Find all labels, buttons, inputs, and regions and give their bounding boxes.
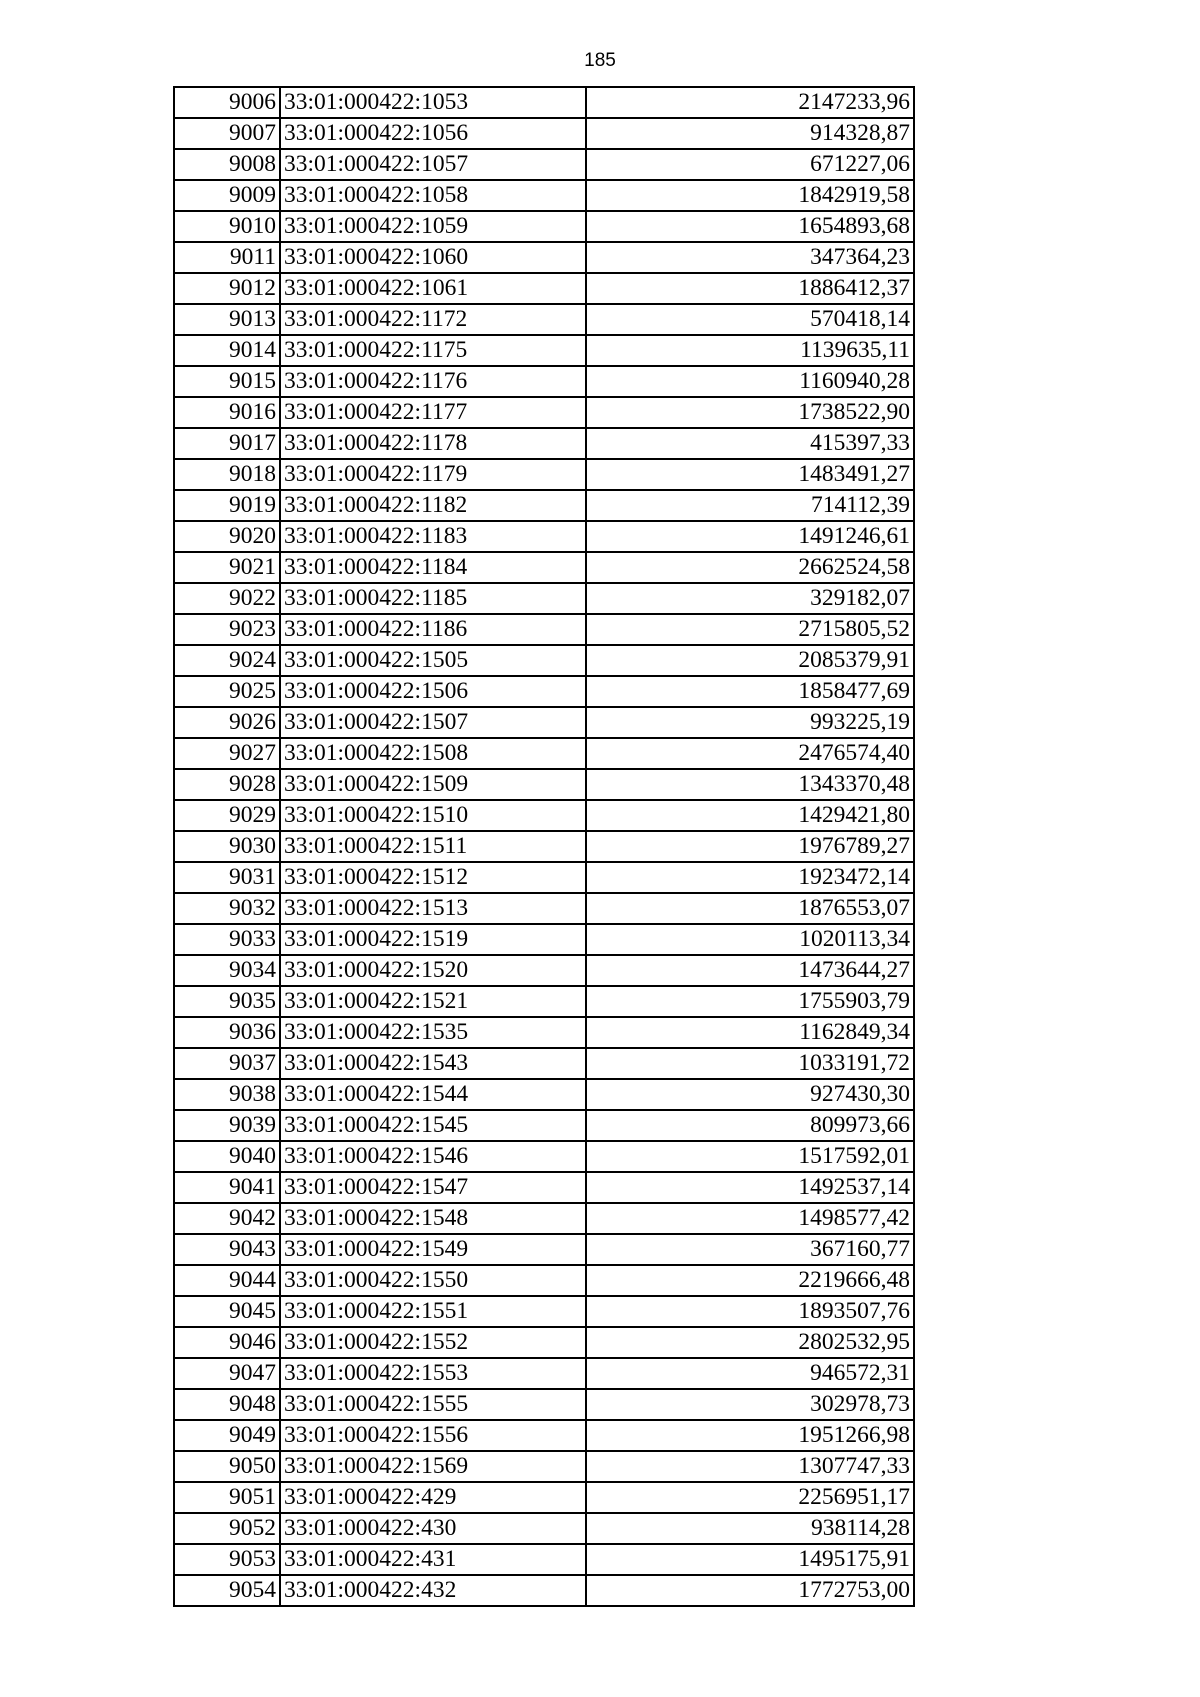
table-row [174,459,914,490]
row-number-cell: 9023 [174,614,280,645]
row-number-cell: 9012 [174,273,280,304]
table-row [174,552,914,583]
table-row [174,800,914,831]
cadastral-number-cell: 33:01:000422:1053 [280,87,586,118]
cadastral-value-cell: 1517592,01 [586,1141,914,1172]
table-row [174,1141,914,1172]
row-number-cell: 9020 [174,521,280,552]
row-number-cell: 9026 [174,707,280,738]
cadastral-value-cell: 1842919,58 [586,180,914,211]
cadastral-number-cell: 33:01:000422:1556 [280,1420,586,1451]
row-number-cell: 9019 [174,490,280,521]
cadastral-number-cell: 33:01:000422:1551 [280,1296,586,1327]
cadastral-value-cell: 1429421,80 [586,800,914,831]
cadastral-number-cell: 33:01:000422:1545 [280,1110,586,1141]
cadastral-number-cell: 33:01:000422:1179 [280,459,586,490]
row-number-cell: 9035 [174,986,280,1017]
cadastral-value-cell: 302978,73 [586,1389,914,1420]
row-number-cell: 9048 [174,1389,280,1420]
row-number-cell: 9053 [174,1544,280,1575]
table-row [174,1265,914,1296]
row-number-cell: 9037 [174,1048,280,1079]
cadastral-value-cell: 2256951,17 [586,1482,914,1513]
row-number-cell: 9038 [174,1079,280,1110]
cadastral-number-cell: 33:01:000422:1177 [280,397,586,428]
cadastral-number-cell: 33:01:000422:1505 [280,645,586,676]
cadastral-value-cell: 671227,06 [586,149,914,180]
cadastral-number-cell: 33:01:000422:1056 [280,118,586,149]
cadastral-number-cell: 33:01:000422:1511 [280,831,586,862]
cadastral-number-cell: 33:01:000422:1172 [280,304,586,335]
cadastral-value-cell: 2715805,52 [586,614,914,645]
cadastral-value-cell: 329182,07 [586,583,914,614]
cadastral-value-cell: 1976789,27 [586,831,914,862]
cadastral-value-cell: 415397,33 [586,428,914,459]
cadastral-number-cell: 33:01:000422:1544 [280,1079,586,1110]
cadastral-value-cell: 1139635,11 [586,335,914,366]
table-row [174,180,914,211]
cadastral-number-cell: 33:01:000422:1550 [280,1265,586,1296]
table-body [174,87,914,1606]
cadastral-number-cell: 33:01:000422:431 [280,1544,586,1575]
row-number-cell: 9044 [174,1265,280,1296]
row-number-cell: 9046 [174,1327,280,1358]
table-row [174,1234,914,1265]
cadastral-value-cell: 1654893,68 [586,211,914,242]
cadastral-number-cell: 33:01:000422:429 [280,1482,586,1513]
table-row [174,366,914,397]
cadastral-number-cell: 33:01:000422:1520 [280,955,586,986]
cadastral-number-cell: 33:01:000422:1057 [280,149,586,180]
cadastral-number-cell: 33:01:000422:1512 [280,862,586,893]
table-row [174,893,914,924]
cadastral-number-cell: 33:01:000422:1059 [280,211,586,242]
cadastral-value-cell: 1886412,37 [586,273,914,304]
row-number-cell: 9017 [174,428,280,459]
cadastral-value-cell: 714112,39 [586,490,914,521]
cadastral-value-cell: 2476574,40 [586,738,914,769]
cadastral-number-cell: 33:01:000422:430 [280,1513,586,1544]
table-row [174,862,914,893]
cadastral-value-cell: 2662524,58 [586,552,914,583]
cadastral-value-cell: 1951266,98 [586,1420,914,1451]
row-number-cell: 9029 [174,800,280,831]
cadastral-value-cell: 914328,87 [586,118,914,149]
table-row [174,1017,914,1048]
cadastral-value-cell: 1772753,00 [586,1575,914,1606]
table-row [174,304,914,335]
row-number-cell: 9031 [174,862,280,893]
table-row [174,1575,914,1606]
cadastral-value-cell: 1923472,14 [586,862,914,893]
cadastral-number-cell: 33:01:000422:1546 [280,1141,586,1172]
table-row [174,955,914,986]
row-number-cell: 9015 [174,366,280,397]
table-row [174,335,914,366]
cadastral-value-cell: 1755903,79 [586,986,914,1017]
row-number-cell: 9016 [174,397,280,428]
cadastral-value-cell: 347364,23 [586,242,914,273]
cadastral-number-cell: 33:01:000422:1543 [280,1048,586,1079]
cadastral-value-cell: 993225,19 [586,707,914,738]
table-row [174,1110,914,1141]
table-row [174,707,914,738]
row-number-cell: 9011 [174,242,280,273]
cadastral-number-cell: 33:01:000422:1061 [280,273,586,304]
cadastral-value-cell: 1162849,34 [586,1017,914,1048]
row-number-cell: 9045 [174,1296,280,1327]
cadastral-number-cell: 33:01:000422:1175 [280,335,586,366]
row-number-cell: 9051 [174,1482,280,1513]
table-row [174,986,914,1017]
table-row [174,1358,914,1389]
cadastral-value-cell: 1492537,14 [586,1172,914,1203]
cadastral-number-cell: 33:01:000422:1178 [280,428,586,459]
row-number-cell: 9054 [174,1575,280,1606]
row-number-cell: 9049 [174,1420,280,1451]
table-row [174,397,914,428]
cadastral-number-cell: 33:01:000422:1508 [280,738,586,769]
table-row [174,87,914,118]
cadastral-value-cell: 1473644,27 [586,955,914,986]
table-row [174,1203,914,1234]
row-number-cell: 9052 [174,1513,280,1544]
cadastral-number-cell: 33:01:000422:1548 [280,1203,586,1234]
page-number: 185 [584,50,616,71]
table-row [174,1544,914,1575]
table-row [174,1327,914,1358]
cadastral-value-cell: 2219666,48 [586,1265,914,1296]
cadastral-value-cell: 1738522,90 [586,397,914,428]
cadastral-value-cell: 809973,66 [586,1110,914,1141]
cadastral-number-cell: 33:01:000422:1176 [280,366,586,397]
cadastral-value-cell: 1893507,76 [586,1296,914,1327]
cadastral-value-cell: 1876553,07 [586,893,914,924]
cadastral-value-cell: 367160,77 [586,1234,914,1265]
cadastral-value-cell: 946572,31 [586,1358,914,1389]
cadastral-value-table [173,86,915,1607]
row-number-cell: 9010 [174,211,280,242]
row-number-cell: 9030 [174,831,280,862]
table-row [174,211,914,242]
row-number-cell: 9040 [174,1141,280,1172]
row-number-cell: 9033 [174,924,280,955]
row-number-cell: 9039 [174,1110,280,1141]
cadastral-number-cell: 33:01:000422:1185 [280,583,586,614]
row-number-cell: 9006 [174,87,280,118]
table-row [174,1048,914,1079]
row-number-cell: 9024 [174,645,280,676]
table-row [174,428,914,459]
cadastral-value-cell: 1033191,72 [586,1048,914,1079]
cadastral-number-cell: 33:01:000422:1060 [280,242,586,273]
cadastral-value-cell: 1160940,28 [586,366,914,397]
cadastral-number-cell: 33:01:000422:1184 [280,552,586,583]
cadastral-number-cell: 33:01:000422:1569 [280,1451,586,1482]
table-row [174,1420,914,1451]
row-number-cell: 9032 [174,893,280,924]
cadastral-number-cell: 33:01:000422:1555 [280,1389,586,1420]
row-number-cell: 9036 [174,1017,280,1048]
row-number-cell: 9009 [174,180,280,211]
row-number-cell: 9018 [174,459,280,490]
cadastral-value-cell: 1307747,33 [586,1451,914,1482]
cadastral-value-cell: 1491246,61 [586,521,914,552]
cadastral-number-cell: 33:01:000422:1510 [280,800,586,831]
cadastral-number-cell: 33:01:000422:1513 [280,893,586,924]
cadastral-value-cell: 927430,30 [586,1079,914,1110]
cadastral-number-cell: 33:01:000422:1183 [280,521,586,552]
cadastral-number-cell: 33:01:000422:1521 [280,986,586,1017]
row-number-cell: 9027 [174,738,280,769]
table-row [174,1296,914,1327]
row-number-cell: 9041 [174,1172,280,1203]
table-row [174,1079,914,1110]
row-number-cell: 9047 [174,1358,280,1389]
table-row [174,924,914,955]
row-number-cell: 9034 [174,955,280,986]
table-row [174,645,914,676]
cadastral-number-cell: 33:01:000422:1549 [280,1234,586,1265]
cadastral-value-cell: 938114,28 [586,1513,914,1544]
cadastral-number-cell: 33:01:000422:1553 [280,1358,586,1389]
table-row [174,831,914,862]
row-number-cell: 9042 [174,1203,280,1234]
row-number-cell: 9014 [174,335,280,366]
cadastral-value-cell: 1495175,91 [586,1544,914,1575]
cadastral-number-cell: 33:01:000422:1535 [280,1017,586,1048]
cadastral-value-cell: 1858477,69 [586,676,914,707]
table-row [174,149,914,180]
table-row [174,1451,914,1482]
row-number-cell: 9008 [174,149,280,180]
row-number-cell: 9022 [174,583,280,614]
cadastral-value-cell: 2802532,95 [586,1327,914,1358]
table-row [174,1482,914,1513]
row-number-cell: 9025 [174,676,280,707]
cadastral-number-cell: 33:01:000422:1507 [280,707,586,738]
cadastral-number-cell: 33:01:000422:432 [280,1575,586,1606]
cadastral-value-cell: 1483491,27 [586,459,914,490]
table-row [174,521,914,552]
table-row [174,118,914,149]
row-number-cell: 9028 [174,769,280,800]
cadastral-value-cell: 1020113,34 [586,924,914,955]
table-row [174,273,914,304]
row-number-cell: 9013 [174,304,280,335]
cadastral-value-cell: 570418,14 [586,304,914,335]
cadastral-value-cell: 2147233,96 [586,87,914,118]
table-row [174,614,914,645]
table-row [174,738,914,769]
table-row [174,583,914,614]
row-number-cell: 9050 [174,1451,280,1482]
table-row [174,769,914,800]
table-row [174,242,914,273]
table-row [174,1172,914,1203]
row-number-cell: 9043 [174,1234,280,1265]
table-row [174,1513,914,1544]
cadastral-value-cell: 1343370,48 [586,769,914,800]
cadastral-number-cell: 33:01:000422:1547 [280,1172,586,1203]
cadastral-value-cell: 1498577,42 [586,1203,914,1234]
cadastral-number-cell: 33:01:000422:1182 [280,490,586,521]
cadastral-number-cell: 33:01:000422:1552 [280,1327,586,1358]
row-number-cell: 9021 [174,552,280,583]
table-row [174,1389,914,1420]
cadastral-number-cell: 33:01:000422:1058 [280,180,586,211]
cadastral-number-cell: 33:01:000422:1519 [280,924,586,955]
cadastral-number-cell: 33:01:000422:1509 [280,769,586,800]
cadastral-value-cell: 2085379,91 [586,645,914,676]
table-row [174,490,914,521]
row-number-cell: 9007 [174,118,280,149]
cadastral-number-cell: 33:01:000422:1506 [280,676,586,707]
table-row [174,676,914,707]
cadastral-number-cell: 33:01:000422:1186 [280,614,586,645]
